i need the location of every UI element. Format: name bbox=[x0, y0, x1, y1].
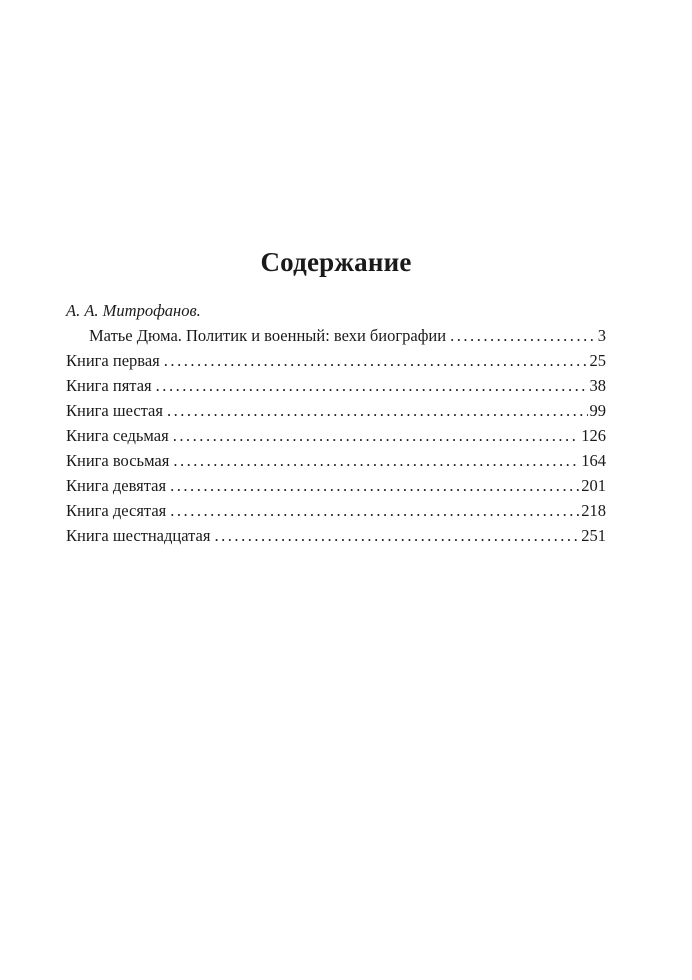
toc-entry[interactable] bbox=[66, 398, 606, 423]
toc-entry-page: 3 bbox=[597, 326, 606, 345]
table-of-contents bbox=[66, 298, 606, 548]
toc-entry-page: 25 bbox=[589, 351, 606, 370]
dot-leader bbox=[167, 398, 588, 423]
toc-entry-page: 251 bbox=[581, 526, 606, 545]
page-title: Содержание bbox=[260, 247, 412, 277]
toc-entry-label: Книга восьмая bbox=[66, 451, 170, 470]
toc-entry[interactable] bbox=[66, 323, 606, 348]
dot-leader bbox=[214, 523, 579, 548]
toc-entry-label: Книга шестнадцатая bbox=[66, 526, 211, 545]
toc-entry-page: 126 bbox=[581, 426, 606, 445]
toc-entry-page: 218 bbox=[581, 501, 606, 520]
toc-entry[interactable] bbox=[66, 498, 606, 523]
dot-leader bbox=[156, 373, 588, 398]
toc-entry-label: Книга первая bbox=[66, 351, 160, 370]
toc-entry[interactable] bbox=[66, 423, 606, 448]
dot-leader bbox=[170, 473, 579, 498]
dot-leader bbox=[450, 323, 596, 348]
toc-entry-page: 99 bbox=[589, 401, 606, 420]
toc-entry[interactable] bbox=[66, 373, 606, 398]
toc-entry[interactable] bbox=[66, 523, 606, 548]
toc-entry-label: Книга девятая bbox=[66, 476, 167, 495]
dot-leader bbox=[164, 348, 588, 373]
toc-entry-page: 164 bbox=[581, 451, 606, 470]
toc-author: А. А. Митрофанов. bbox=[66, 301, 201, 320]
toc-entry-page: 201 bbox=[581, 476, 606, 495]
toc-entry[interactable] bbox=[66, 473, 606, 498]
toc-entry[interactable] bbox=[66, 448, 606, 473]
dot-leader bbox=[173, 423, 580, 448]
dot-leader bbox=[173, 448, 579, 473]
toc-entry-label: Книга пятая bbox=[66, 376, 152, 395]
toc-entry-label: Книга седьмая bbox=[66, 426, 169, 445]
toc-entry-page: 38 bbox=[589, 376, 606, 395]
dot-leader bbox=[170, 498, 579, 523]
toc-entry-label: Матье Дюма. Политик и военный: вехи биографии bbox=[89, 326, 447, 345]
toc-entry-label: Книга десятая bbox=[66, 501, 167, 520]
toc-entry-label: Книга шестая bbox=[66, 401, 163, 420]
toc-entry[interactable] bbox=[66, 348, 606, 373]
